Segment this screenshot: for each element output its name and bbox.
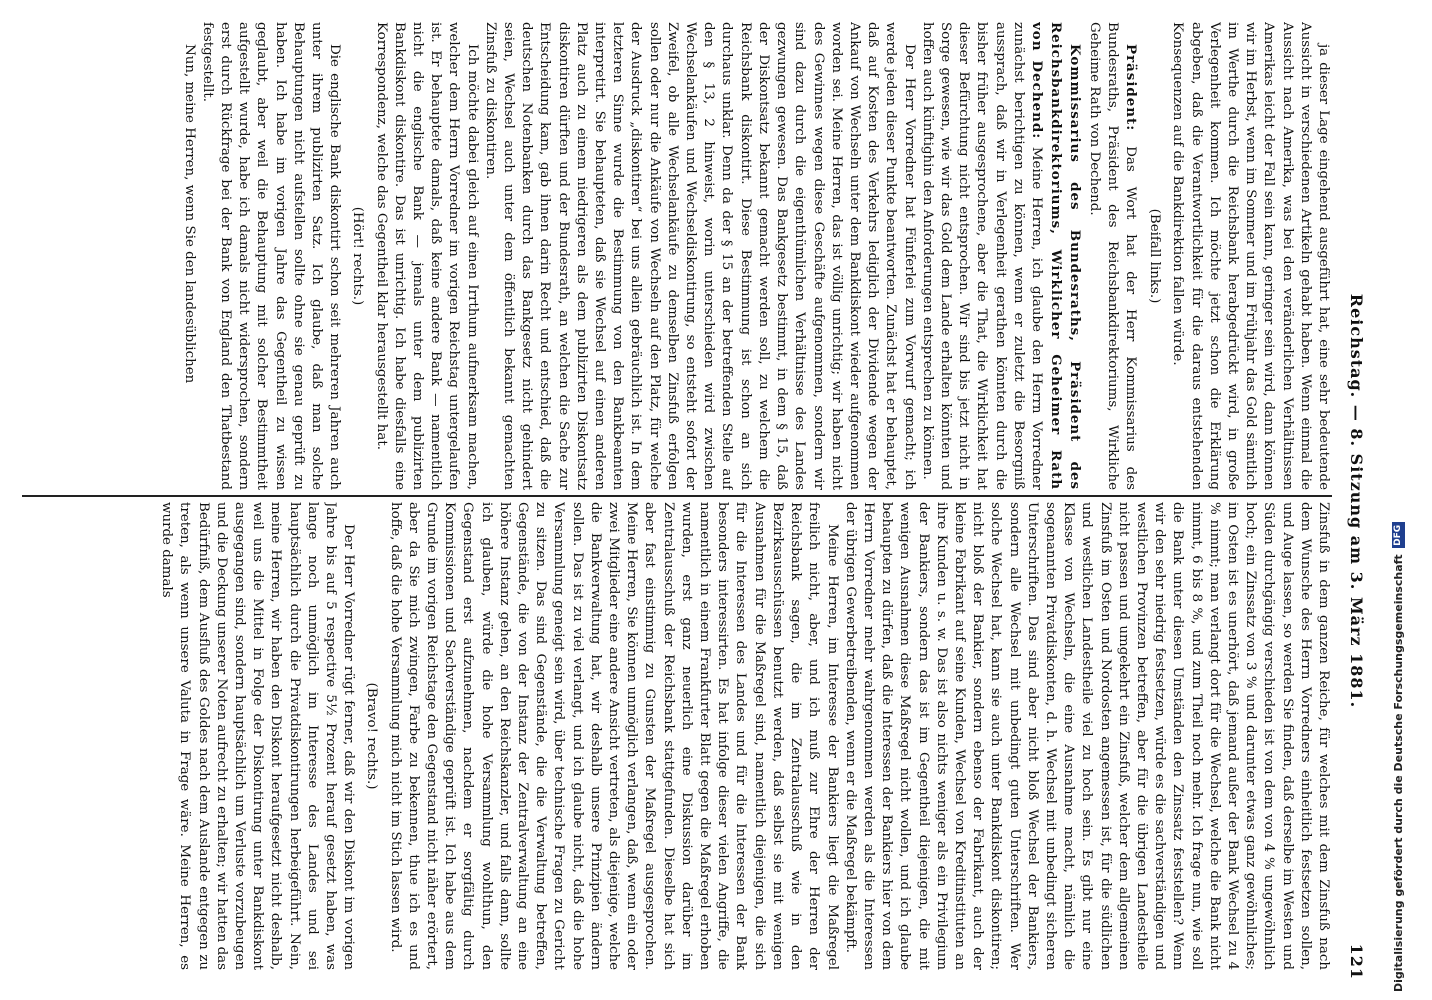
paragraph xyxy=(179,22,197,490)
credit-text: Digitalisierung gefördert durch die Deutsche Forschungsgemeinschaft xyxy=(1392,554,1405,992)
applause-note xyxy=(348,22,366,490)
paragraph xyxy=(1084,22,1140,490)
paragraph-text: Zinsfuß in dem ganzen Reiche, für welches mit dem Zinsfuß nach dem Wunsche des Herrn Vorredners einheitlich festsetzen sollen, und Auge lassen, so werden Sie finden, daß derselbe im Westen und Süden durchgängig verschieden ist von dem von 4 % ungewöhnlich hoch; ein Zinssatz von 3 % und darunter etwas ganz gewöhnliches; im Osten ist es unerhört, daß jemand außer der Bank Wechsel zu 4 % nimmt; man verlangt dort für die Wechsel, welche die Bank nicht nimmt, 6 bis 8 %, und zum Theil noch mehr. Ich frage nun, wie soll die Bank unter diesen Umständen den Zinssatz feststellen? Wenn wir den sehr niedrig festsetzen, würde es die sachverständigen und westlichen Provinzen betreffen, aber für die übrigen Landestheile nicht passen und umgekehrt ein Zinsfuß, welcher dem allgemeinen Zinsfuß im Osten und Nordosten angemessen ist, für die südlichen und westlichen Landestheile viel zu hoch sein. Es gibt nur eine Klasse von Wechseln, die eine Ausnahme macht, nämlich die sogenannten Privatdiskonten, d. h. Wechsel mit unbedingt sicheren Unterschriften. Das sind aber nicht bloß Wechsel der Bankiers, sondern alle Wechsel mit unbedingt guten Unterschriften. Wer solche Wechsel hat, kann sie auch unter Bankdiskont diskontiren; nicht bloß der Bankier, sondern ebenso der Fabrikant, auch der kleine Fabrikant auf seine Kunden, Wechsel von Kreditinstituten an ihre Kunden u. s. w. Das ist also nichts weniger als ein Privilegium der Bankiers, sondern das ist im Gegentheil diejenigen, die mit wenigen Ausnahmen diese Maßregel nicht wollen, und ich glaube behaupten zu dürfen, daß die Interessen der Bankiers hier von dem Herrn Vorredner mehr wahrgenommen werden als die Interessen der übrigen Gewerbetreibenden, wenn er die Maßregel bekämpft. xyxy=(842,502,1331,970)
dfg-logo-icon: DFG xyxy=(1392,522,1405,548)
applause-note xyxy=(362,502,380,970)
column-rule xyxy=(22,495,1332,497)
page-number: 121 xyxy=(1347,943,1366,980)
paragraph-text: Der Herr Vorredner rügt ferner, daß wir den Diskont im vorigen Jahre bis auf 5 respective 5½ Prozent herauf gesetzt haben, was lange noch unmöglich im Interesse des Landes und sei hauptsächlich durch die Privatdiskontirungen herbeigeführt. Nein, meine Herren, wir haben den Diskont heraufgesetzt nicht deshalb, weil uns die Mittel in Folge der Diskontirung unter Bankdiskont ausgegangen sind, sondern hauptsächlich um Verluste vorzubeugen und die Deckung unserer Noten aufrecht zu erhalten; wir hatten das Bedürfniß, dem Ausfluß des Goldes nach dem Auslande entgegen zu treten, als wenn unsere Valuta in Frage wäre. Meine Herren, es wurde damals xyxy=(159,502,357,970)
paragraph-text: Nun, meine Herren, wenn Sie den landesüblichen xyxy=(181,44,197,384)
paragraph-text: (Beifall links.) xyxy=(1147,208,1163,304)
applause-note xyxy=(1145,22,1163,490)
left-column xyxy=(22,22,1332,490)
paragraph xyxy=(385,502,840,970)
paragraph xyxy=(918,22,1085,490)
paragraph xyxy=(371,22,480,490)
paragraph-text: Die englische Bank diskontirt schon seit mehreren Jahren auch unter ihrem publizirten Satz. Ich glaube, daß man solche Behauptungen nicht aufstellen sollte ohne sie genau geprüft zu haben. Ich habe im vorigen Jahre das Gegentheil zu wissen geglaubt, aber weil die Behauptung mit solcher Bestimmtheit aufgestellt wurde, habe ich damals nicht widersprochen, sondern erst durch Rückfrage bei der Bank von England den Thatbestand festgestellt. xyxy=(199,22,343,490)
text-columns xyxy=(22,22,1332,980)
paragraph xyxy=(1168,22,1332,490)
paragraph-text: Das Wort hat der Herr Kommissarius des Bundesraths, Präsident des Reichsbankdirektoriums, Wirkliche Geheime Rath von Dechend. xyxy=(1086,22,1138,490)
running-title: Reichstag. — 8. Sitzung am 3. März 1881. xyxy=(1347,293,1366,709)
paragraph-text: ja dieser Lage eingehend ausgeführt hat, eine sehr bedeutende Aussicht in verschiedenen Artikeln gehabt haben. Wenn einmal die Aussicht nach Amerika, was bei den veränderlichen Verhältnissen Amerikas leicht der Fall sein kann, geringer sein wird, dann können wir im Herbst, wenn im Sommer und im Frühjahr das Gold sämtlich im Werthe durch die Reichsbank herabgedrückt wird, in große Verlegenheit kommen. Ich möchte jetzt schon die Erklärung abgeben, daß die Verantwortlichkeit für die daraus entstehenden Konsequenzen auf die Bankdirektion fallen würde. xyxy=(1170,22,1331,490)
paragraph-text: Meine Herren, im Interesse der Bankiers liegt die Maßregel freilich nicht, aber, und ich muß zur Ehre der Herren der Reichsbank sagen, die im Zentralausschuß wie in den Bezirksausschüssen benutzt werden, daß selbst sie mit wenigen Ausnahmen für die Maßregel sind, namentlich diejenigen, die sich für die Interessen des Landes und für die Interessen der Bank besonders interessirten. Es hat infolge dieser vielen Angriffe, die namentlich in einem Frankfurter Blatt gegen die Maßregel erhoben wurden, erst ganz neuerlich eine Diskussion darüber im Zentralausschuß der Reichsbank stattgefunden. Dieselbe hat sich aber fast einstimmig zu Gunsten der Maßregel ausgesprochen. Meine Herren, Sie können unmöglich verlangen, daß, wenn ein oder zwei Mitglieder eine andere Ansicht vertreten, als diejenige, welche die Bankverwaltung hat, wir deshalb unsere Prinzipien ändern sollen. Das ist zu viel verlangt, und ich glaube nicht, daß die hohe Versammlung geneigt sein wird, über technische Fragen zu Gericht zu sitzen. Das sind Gegenstände, die die Verwaltung betreffen, Gegenstände, die von der Instanz der Zentralverwaltung an eine höhere Instanz gehen, an den Reichskanzler, und falls dann, sollte ich glauben, würde die hohe Versammlung wohlthun, den Gegenstand erst aufzunehmen, nachdem er sorgfältig durch Kommissionen und Sachverständige geprüft ist. Ich habe aus dem Grunde im vorigen Reichstage den Gegenstand nicht näher erörtert, aber da Sie mich zwingen, Farbe zu bekennen, thue ich es und hoffe, daß die hohe Versammlung mich nicht im Stich lassen wird. xyxy=(387,502,840,970)
paragraph-text: (Hört! rechts.) xyxy=(350,206,366,306)
paragraph xyxy=(198,22,344,490)
paragraph xyxy=(481,22,918,490)
digitization-credit xyxy=(1392,522,1405,992)
speaker-name: Kommissarius des Bundesraths, Präsident des Reichsbankdirektoriums, Wirklicher Geheimer Rath von Dechend: xyxy=(1028,22,1084,490)
paragraph-text: (Bravo! rechts.) xyxy=(364,682,380,790)
page-header xyxy=(1332,22,1366,980)
speaker-name: Präsident: xyxy=(1122,44,1139,132)
paragraph-text: Meine Herren, ich glaube den Herrn Vorredner zunächst berichtigen zu können, wenn er zuletzt die Besorgniß aussprach, daß wir in Verlegenheit gerathen könnten durch die bisher früher ausgesprochene, aber die That, die Wirklichkeit hat dieser Befürchtung nicht entsprochen. Wir sind bis jetzt nicht in Sorge gewesen, wie wir das Gold dem Lande erhalten könnten und hoffen auch künftighin den Anforderungen entsprechen zu können. xyxy=(919,22,1044,490)
right-column xyxy=(22,502,1332,970)
paragraph xyxy=(157,502,357,970)
paragraph-text: Ich möchte dabei gleich auf einen Irrthum aufmerksam machen, welcher dem Herrn Vorredner im vorigen Reichstag untergelaufen ist. Er behauptete damals, daß keine andere Bank — namentlich nicht die englische Bank — jemals unter dem publizirten Bankdiskont diskontire. Das ist unrichtig. Ich habe diesfalls eine Korrespondenz, welche das Gegentheil klar herausgestellt hat. xyxy=(373,22,480,490)
paragraph xyxy=(841,502,1332,970)
paragraph-text: Der Herr Vorredner hat Fünferlei zum Vorwurf gemacht; ich werde jeden dieser Punkte beantworten. Zunächst hat er behauptet, daß auf Kosten des Verkehrs lediglich der Dividende wegen der Ankauf von Wechseln unter dem Bankdiskont wieder aufgenommen worden sei. Meine Herren, das ist völlig unrichtig; wir haben nicht des Gewinnes wegen diese Geschäfte aufgenommen, sondern wir sind dazu durch die eigenthümlichen Verhältnisse des Landes gezwungen gewesen. Das Bankgesetz bestimmt, in dem § 15, daß der Diskontsatz bekannt gemacht werden soll, zu welchem die Reichsbank diskontirt. Diese Bestimmung ist schon an sich durchaus unklar. Denn da der § 15 an der betreffenden Stelle auf den § 13, 2 hinweist, worin unterschieden wird zwischen Wechselankäufen und Wechseldiskontirung, so entsteht sofort der Zweifel, ob alle Wechselankäufe zu demselben Zinsfuß erfolgen sollen oder nur die Ankäufe von Wechseln auf den Platz, für welche der Ausdruck „diskontiren“ bei uns allein gebräuchlich ist. In dem letzteren Sinne wurde die Bestimmung von den Bankbeamten interpretirt. Sie behaupteten, daß sie Wechsel auf einen anderen Platz auch zu einem niedrigeren als dem publizirten Diskontsatz diskontiren dürften und der Bundesrath, an welchen die Sache zur Entscheidung kam, gab ihnen darin Recht und entschied, daß die deutschen Notenbanken durch das Bankgesetz nicht gehindert seien, Wechsel auch unter dem öffentlich bekannt gemachten Zinsfuß zu diskontiren. xyxy=(482,22,917,490)
